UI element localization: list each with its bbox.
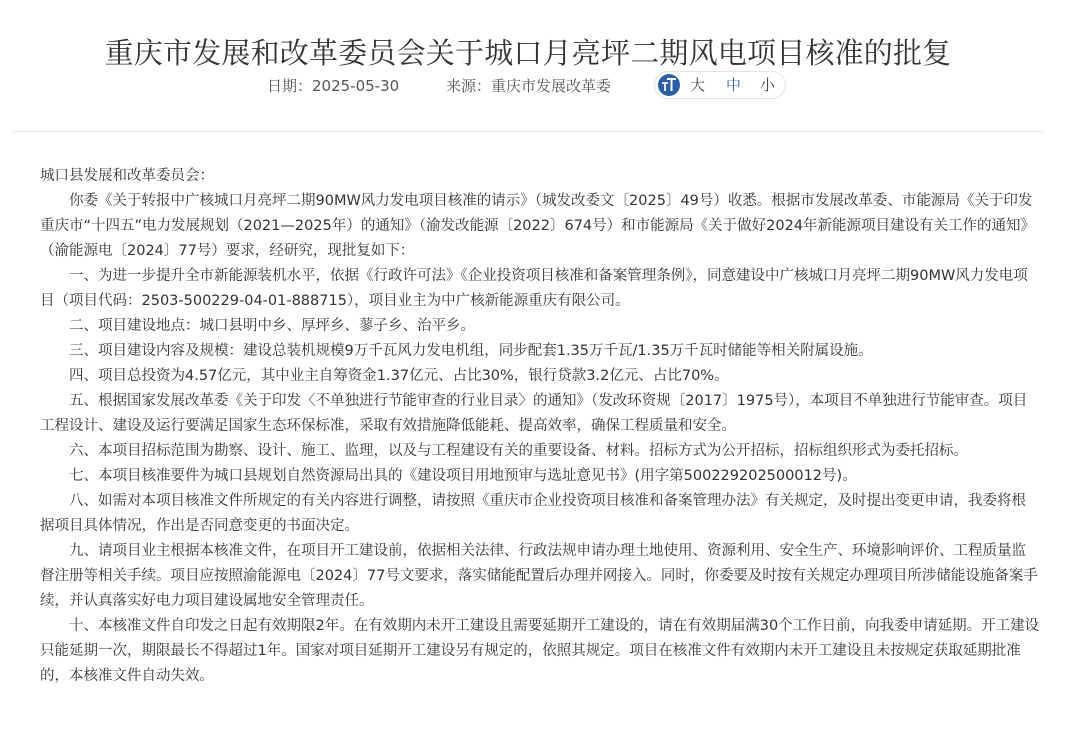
salutation: 城口县发展和改革委员会： [40,168,214,184]
paragraph: 三、项目建设内容及规模：建设总装机规模9万千瓦风力发电机组，同步配套1.35万千瓦/1.35万千瓦时储能等相关附属设施。 [69,343,873,359]
font-size-medium-button[interactable]: 中 [726,76,742,94]
header-divider [13,131,1043,132]
publish-date: 日期：2025-05-30 [267,77,400,95]
paragraph: 五、根据国家发展改革委《关于印发〈不单独进行节能审查的行业目录〉的通知》（发改环资规〔2017〕1975号），本项目不单独进行节能审查。项目工程设计、建设及运行要满足国家生态环保标准，采取有效措施降低能耗、提高效率，确保工程质量和安全。 [40,393,1028,434]
article-meta [0,72,1080,100]
paragraph: 八、如需对本项目核准文件所规定的有关内容进行调整，请按照《重庆市企业投资项目核准和备案管理办法》有关规定，及时提出变更申请，我委将根据项目具体情况，作出是否同意变更的书面决定。 [40,493,1026,534]
paragraph: 七、本项目核准要件为城口县规划自然资源局出具的《建设项目用地预审与选址意见书》(用字第500229202500012号)。 [69,468,857,484]
paragraph: 六、本项目招标范围为勘察、设计、施工、监理，以及与工程建设有关的重要设备、材料。招标方式为公开招标，招标组织形式为委托招标。 [69,443,968,459]
page-title: 重庆市发展和改革委员会关于城口月亮坪二期风电项目核准的批复 [104,36,952,71]
paragraph: 一、为进一步提升全市新能源装机水平，依据《行政许可法》《企业投资项目核准和备案管理条例》，同意建设中广核城口月亮坪二期90MW风力发电项目（项目代码：2503-500229-04-01-888715），项目业主为中广核新能源重庆有限公司。 [40,268,1028,309]
article-body [40,164,1040,689]
font-size-large-button[interactable]: 大 [690,76,706,94]
font-size-control [654,71,786,99]
text-size-icon [658,74,680,96]
paragraph: 二、项目建设地点：城口县明中乡、厚坪乡、蓼子乡、治平乡。 [69,318,475,334]
article-source: 来源：重庆市发展改革委 [446,77,612,95]
paragraph: 四、项目总投资为4.57亿元，其中业主自筹资金1.37亿元、占比30%，银行贷款3.2亿元、占比70%。 [69,368,729,384]
paragraph: 十、本核准文件自印发之日起有效期限2年。在有效期内未开工建设且需要延期开工建设的，请在有效期届满30个工作日前，向我委申请延期。开工建设只能延期一次，期限最长不得超过1年。国家对项目延期开工建设另有规定的，依照其规定。项目在核准文件有效期内未开工建设且未按规定获取延期批准的，本核准文件自动失效。 [40,618,1040,684]
font-size-small-button[interactable]: 小 [760,76,776,94]
paragraph: 九、请项目业主根据本核准文件，在项目开工建设前，依据相关法律、行政法规申请办理土地使用、资源利用、安全生产、环境影响评价、工程质量监督注册等相关手续。项目应按照渝能源电〔2024〕77号文要求，落实储能配置后办理并网接入。同时，你委要及时按有关规定办理项目所涉储能设施备案手续，并认真落实好电力项目建设属地安全管理责任。 [40,543,1038,609]
paragraph: 你委《关于转报中广核城口月亮坪二期90MW风力发电项目核准的请示》（城发改委文〔2025〕49号）收悉。根据市发展改革委、市能源局《关于印发重庆市“十四五”电力发展规划（2021—2025年）的通知》（渝发改能源〔2022〕674号）和市能源局《关于做好2024年新能源项目建设有关工作的通知》（渝能源电〔2024〕77号）要求，经研究，现批复如下： [40,193,1036,259]
